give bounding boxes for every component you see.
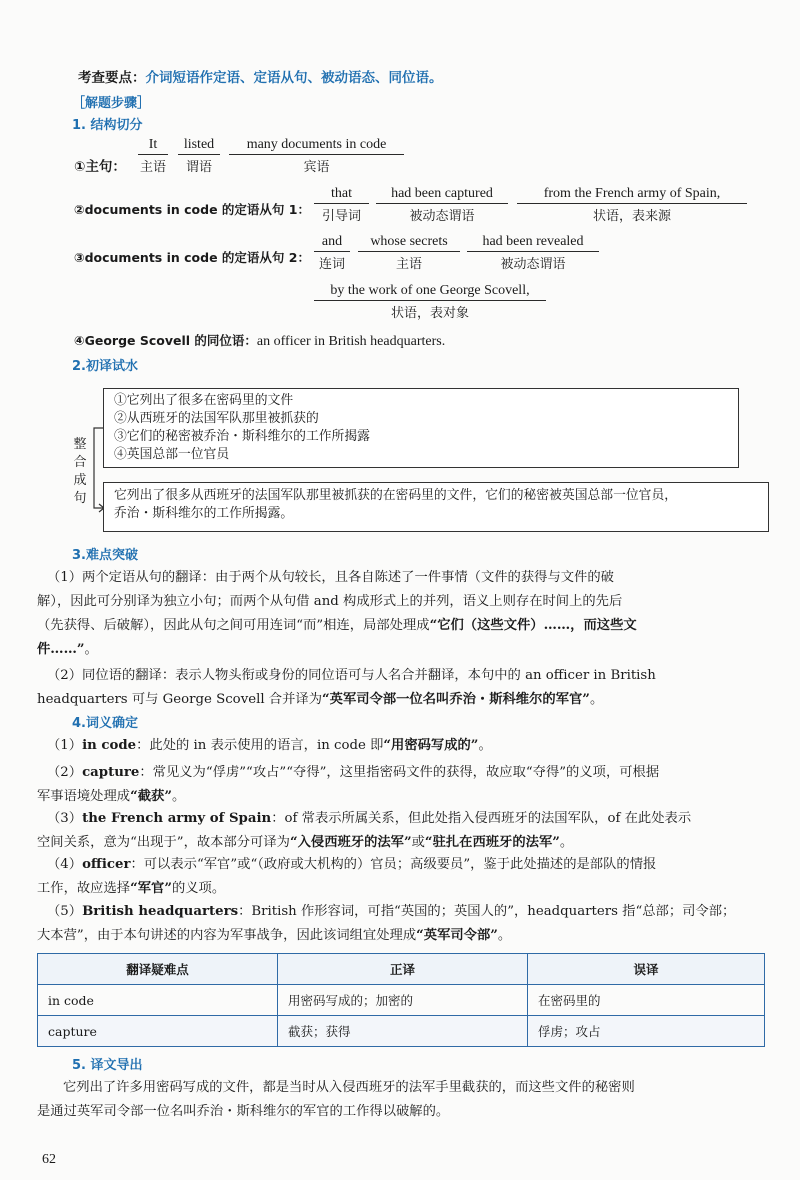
clause2-part-adverbial: by the work of one George Scovell, 状语，表对象 bbox=[314, 283, 546, 321]
word-sense-item-2: （2）capture：常见义为“俘虏”“攻占”“夺得”，这里指密码文件的获得，故应取“夺得”的义项，可根据 军事语境处理成“截获”。 bbox=[37, 765, 660, 804]
word-sense-item-5: （5）British headquarters：British 作形容词，可指“英国的；英国人的”，headquarters 指“总部；司令部； 大本营”，由于本句讲述的内容为军事战争，因此该词组宜处理成“英军司令部”。 bbox=[37, 904, 736, 943]
combined-line: 它列出了很多从西班牙的法国军队那里被抓获的在密码里的文件，它们的秘密被英国总部一位官员， bbox=[114, 488, 678, 503]
key-points-text: 介词短语作定语、定语从句、被动语态、同位语。 bbox=[145, 70, 443, 86]
appositive-text: an officer in British headquarters. bbox=[256, 334, 446, 349]
table-header: 误译 bbox=[528, 954, 765, 985]
clause1-part-verb: had been captured 被动态谓语 bbox=[376, 186, 508, 224]
main-part-verb: listed 谓语 bbox=[178, 137, 220, 175]
merge-side-label: 整 合 成 句 bbox=[73, 437, 87, 506]
key-points bbox=[78, 66, 443, 86]
literal-item: ④英国总部一位官员 bbox=[114, 447, 230, 462]
word-sense-item-3: （3）the French army of Spain：of 常表示所属关系，但此处指入侵西班牙的法国军队，of 在此处表示 空间关系，意为“出现于”，故本部分可译为“入侵西班牙的法军”或“驻扎在西班牙的法军”。 bbox=[37, 811, 692, 850]
table-row bbox=[38, 1016, 765, 1047]
table-cell: 在密码里的 bbox=[528, 985, 765, 1016]
solution-steps-heading: ［解题步骤］ bbox=[72, 96, 151, 111]
final-translation: 它列出了许多用密码写成的文件，都是当时从入侵西班牙的法军手里截获的，而这些文件的秘密则 是通过英军司令部一位名叫乔治・斯科维尔的军官的工作得以破解的。 bbox=[37, 1080, 635, 1119]
section2-title: 2.初译试水 bbox=[72, 359, 138, 374]
key-points-label: 考查要点： bbox=[78, 70, 146, 86]
table-cell: capture bbox=[38, 1016, 278, 1047]
clause2-part-verb: had been revealed 被动态谓语 bbox=[467, 234, 599, 272]
translation-table bbox=[37, 953, 765, 1047]
word-sense-item-1: （1）in code：此处的 in 表示使用的语言，in code 即“用密码写成的”。 bbox=[47, 738, 492, 753]
table-header-row bbox=[38, 954, 765, 985]
literal-item: ③它们的秘密被乔治・斯科维尔的工作所揭露 bbox=[114, 429, 370, 444]
combined-sentence-box bbox=[103, 482, 769, 532]
appositive-label: ④George Scovell 的同位语： bbox=[74, 333, 257, 348]
section3-title: 3.难点突破 bbox=[72, 548, 138, 563]
clause2-part-and: and 连词 bbox=[314, 234, 350, 272]
table-cell: 俘虏；攻占 bbox=[528, 1016, 765, 1047]
clause2-label: ③documents in code 的定语从句 2： bbox=[74, 250, 310, 265]
table-row bbox=[38, 985, 765, 1016]
table-cell: 用密码写成的；加密的 bbox=[278, 985, 528, 1016]
page-number: 62 bbox=[42, 1152, 56, 1167]
main-clause-label: ①主句： bbox=[74, 159, 126, 175]
difficulty-paragraph-1: （1）两个定语从句的翻译：由于两个从句较长，且各自陈述了一件事情（文件的获得与文件的破 解），因此可分别译为独立小句；而两个从句借 and 构成形式上的并列，语义上则存在时间上的先后 （先获得、后破解），因此从句之间可用连词“而”相连，局部处理成“它们（这些文件）……，而这些文 件……”。 bbox=[37, 570, 637, 657]
combined-line: 乔治・斯科维尔的工作所揭露。 bbox=[114, 506, 294, 521]
clause1-part-that: that 引导词 bbox=[314, 186, 369, 224]
word-sense-item-4: （4）officer：可以表示“军官”或“（政府或大机构的）官员；高级要员”，鉴于此处描述的是部队的情报 工作，故应选择“军官”的义项。 bbox=[37, 857, 657, 896]
main-part-subject: It 主语 bbox=[139, 137, 166, 175]
clause2-part-subject: whose secrets 主语 bbox=[358, 234, 460, 272]
clause1-label: ②documents in code 的定语从句 1： bbox=[74, 202, 310, 217]
section4-title: 4.词义确定 bbox=[72, 716, 138, 731]
table-cell: 截获；获得 bbox=[278, 1016, 528, 1047]
clause1-part-adverbial: from the French army of Spain, 状语，表来源 bbox=[517, 186, 747, 224]
section5-title: 5. 译文导出 bbox=[72, 1058, 143, 1073]
literal-item: ①它列出了很多在密码里的文件 bbox=[114, 393, 294, 408]
literal-items-box bbox=[103, 388, 739, 468]
table-header: 正译 bbox=[278, 954, 528, 985]
difficulty-paragraph-2: （2）同位语的翻译：表示人物头衔或身份的同位语可与人名合并翻译，本句中的 an officer in British headquarters 可与 George Scovell 合并译为“英军司令部一位名叫乔治・斯科维尔的军官”。 bbox=[37, 668, 656, 707]
table-header: 翻译疑难点 bbox=[38, 954, 278, 985]
appositive-line bbox=[74, 331, 445, 350]
table-cell: in code bbox=[38, 985, 278, 1016]
section1-title: 1. 结构切分 bbox=[72, 118, 143, 133]
main-part-object: many documents in code 宾语 bbox=[229, 137, 404, 175]
literal-item: ②从西班牙的法国军队那里被抓获的 bbox=[114, 411, 319, 426]
